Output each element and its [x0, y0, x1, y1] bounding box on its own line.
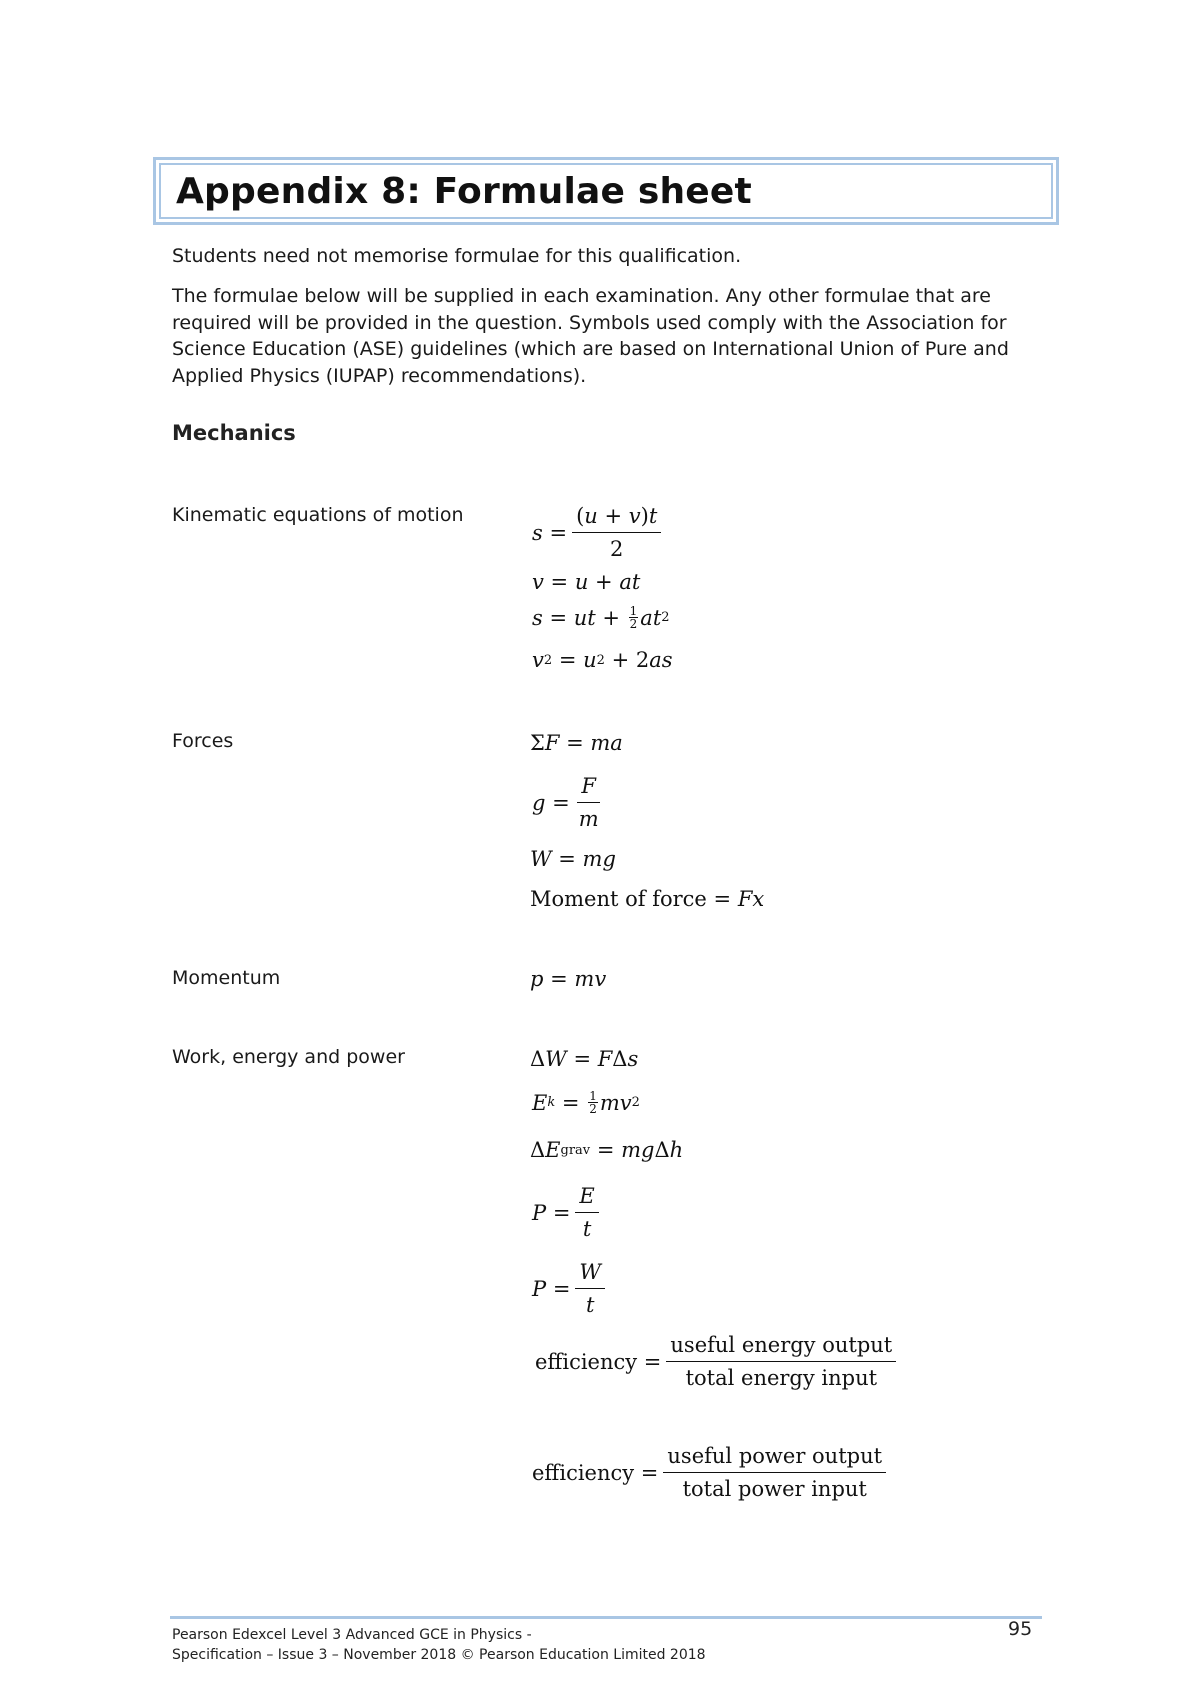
footer-line-2: Specification – Issue 3 – November 2018 © Pearson Education Limited 2018: [172, 1647, 706, 1663]
title-inner: [159, 163, 1053, 219]
formula-delta-egrav-mg-delta-h: Δ E grav = mg Δ h: [530, 1138, 684, 1162]
denominator-total-power-input: total power input: [682, 1477, 867, 1501]
formula-s-average-velocity: s = $\frac{(u + v)t}{2}$: [532, 503, 661, 562]
footer-divider: [170, 1616, 1042, 1619]
numerator-useful-energy-output: useful energy output: [666, 1332, 896, 1362]
label-work-energy-power: Work, energy and power: [172, 1046, 405, 1068]
efficiency-label: efficiency: [535, 1349, 638, 1374]
formula-p-mv: p = mv: [530, 967, 607, 991]
moment-label: Moment of force: [530, 887, 707, 911]
label-forces: Forces: [172, 730, 234, 752]
fraction: [666, 1332, 896, 1391]
formula-delta-w-f-delta-s: Δ W = F Δ s: [530, 1047, 639, 1071]
numerator-useful-power-output: useful power output: [663, 1443, 886, 1473]
title-box: [153, 157, 1059, 225]
page-title: Appendix 8: Formulae sheet: [176, 170, 752, 212]
label-momentum: Momentum: [172, 967, 281, 989]
intro-paragraph-2: The formulae below will be supplied in each examination. Any other formulae that are required will be provided in the question. Symbols used comply with the Association for Science Education (ASE) guidelines (which are based on International Union of Pure and Applied Physics (IUPAP) recommendations).: [172, 285, 1009, 387]
formula-sum-f-ma: Σ F = ma: [530, 731, 623, 755]
fraction: $\frac{F}{m}$: [578, 774, 599, 831]
page-number: 95: [1008, 1618, 1033, 1640]
formula-s-ut-half-at2: s = ut + 1 2 at 2: [532, 604, 670, 631]
section-heading-mechanics: Mechanics: [172, 421, 296, 445]
efficiency-label: efficiency: [532, 1460, 635, 1485]
formula-p-w-over-t: P = $\frac{W}{t}$: [532, 1259, 605, 1318]
fraction: [663, 1443, 886, 1502]
fraction: $\frac{(u + v)t}{2}$: [572, 503, 661, 562]
formula-w-mg: W = mg: [530, 847, 616, 871]
intro-paragraph-1: Students need not memorise formulae for this qualification.: [172, 245, 742, 267]
formula-v-u-at: v = u + at: [532, 570, 641, 594]
footer-line-1: Pearson Edexcel Level 3 Advanced GCE in Physics -: [172, 1627, 532, 1643]
formula-g-f-over-m: g = $\frac{F}{m}$: [532, 773, 603, 832]
fraction: $\frac{W}{t}$: [575, 1259, 605, 1318]
formula-v2-u2-2as: v 2 = u 2 + 2 as: [532, 648, 673, 672]
formula-efficiency-energy: efficiency = $\frac{\text{useful energy output}}{\text{total energy input}}$: [535, 1332, 896, 1391]
denominator-total-energy-input: total energy input: [685, 1366, 878, 1390]
formula-p-e-over-t: P = $\frac{E}{t}$: [532, 1183, 599, 1242]
formula-efficiency-power: efficiency = $\frac{\text{useful power output}}{\text{total power input}}$: [532, 1443, 886, 1502]
formula-ek-half-mv2: E k = 1 2 mv 2: [532, 1089, 640, 1116]
label-kinematics: Kinematic equations of motion: [172, 504, 464, 526]
formula-moment-of-force: Moment of force = Fx: [530, 887, 765, 911]
fraction: $\frac{E}{t}$: [575, 1183, 598, 1242]
